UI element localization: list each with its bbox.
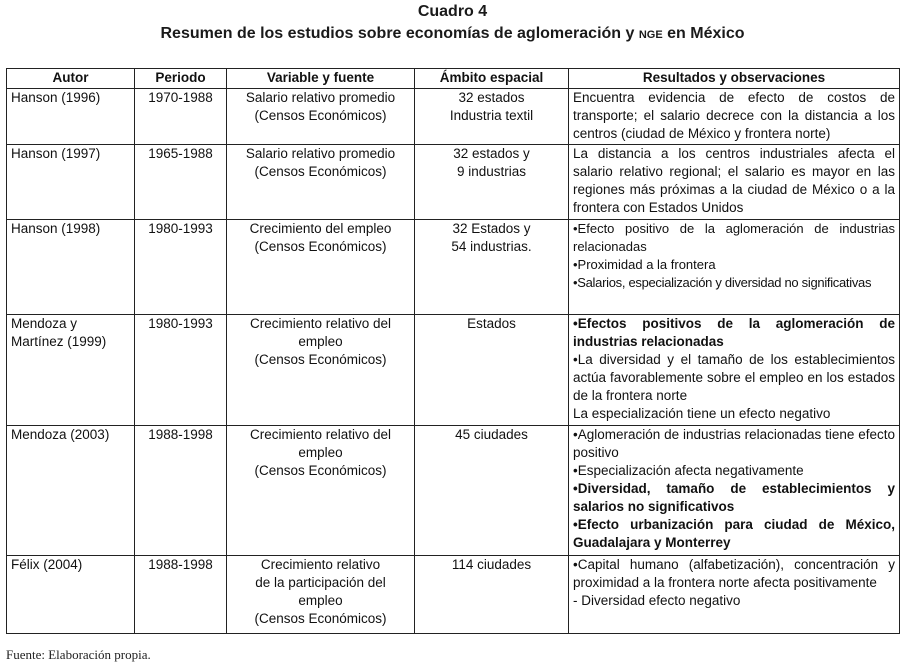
title-acronym: NGE bbox=[638, 29, 663, 41]
table-header-row bbox=[7, 69, 900, 89]
result-item: •La diversidad y el tamaño de los establecimientos actúa favorablemente sobre el empleo en los estados de la frontera norte bbox=[573, 352, 895, 403]
cell-scope bbox=[415, 89, 569, 145]
variable-line: empleo bbox=[298, 334, 343, 349]
title-text-before: Resumen de los estudios sobre economías de aglomeración y bbox=[160, 25, 639, 42]
variable-line: Crecimiento relativo del bbox=[249, 427, 392, 442]
header-results: Resultados y observaciones bbox=[569, 69, 900, 89]
result-item: •Aglomeración de industrias relacionadas tiene efecto positivo bbox=[573, 427, 895, 460]
author-line: Martínez (1999) bbox=[11, 334, 107, 349]
variable-line: Crecimiento del empleo bbox=[249, 221, 392, 236]
scope-line: 54 industrias. bbox=[451, 239, 532, 254]
cell-variable bbox=[227, 315, 415, 426]
cell-author bbox=[7, 220, 135, 315]
scope-line: Industria textil bbox=[449, 108, 534, 123]
variable-line: empleo bbox=[298, 593, 343, 608]
scope-line: 114 ciudades bbox=[451, 557, 532, 572]
table-row bbox=[7, 315, 900, 426]
table-row bbox=[7, 426, 900, 556]
result-item: •Efectos positivos de la aglomeración de industrias relacionadas bbox=[573, 316, 895, 349]
cell-author bbox=[7, 89, 135, 145]
cell-results bbox=[569, 89, 900, 145]
cell-results bbox=[569, 426, 900, 556]
table-title bbox=[0, 25, 905, 43]
studies-table bbox=[6, 68, 900, 634]
result-item: - Diversidad efecto negativo bbox=[573, 593, 741, 608]
cell-variable bbox=[227, 145, 415, 220]
scope-line: 32 estados y bbox=[453, 146, 530, 161]
cell-period: 1980-1993 bbox=[135, 315, 227, 426]
cell-scope bbox=[415, 220, 569, 315]
variable-line: (Censos Económicos) bbox=[254, 463, 387, 478]
cell-period: 1988-1998 bbox=[135, 556, 227, 634]
variable-line: Salario relativo promedio bbox=[245, 146, 396, 161]
cell-variable bbox=[227, 89, 415, 145]
cell-scope bbox=[415, 145, 569, 220]
cell-period: 1988-1998 bbox=[135, 426, 227, 556]
author-line: Hanson (1997) bbox=[11, 146, 101, 161]
variable-line: (Censos Económicos) bbox=[254, 164, 387, 179]
variable-line: empleo bbox=[298, 445, 343, 460]
cell-scope bbox=[415, 426, 569, 556]
table-row bbox=[7, 145, 900, 220]
result-item: Encuentra evidencia de efecto de costos de transporte; el salario decrece con la distancia a los centros (ciudad de México y frontera norte) bbox=[573, 90, 895, 141]
author-line: Mendoza y bbox=[11, 316, 78, 331]
cell-period: 1980-1993 bbox=[135, 220, 227, 315]
cell-variable bbox=[227, 426, 415, 556]
result-item: •Proximidad a la frontera bbox=[573, 257, 716, 272]
cell-author bbox=[7, 315, 135, 426]
cell-scope bbox=[415, 556, 569, 634]
variable-line: Crecimiento relativo del bbox=[249, 316, 392, 331]
result-item: •Efecto urbanización para ciudad de México, Guadalajara y Monterrey bbox=[573, 517, 895, 550]
variable-line: de la participación del bbox=[255, 575, 386, 590]
result-item: •Capital humano (alfabetización), concentración y proximidad a la frontera norte afecta positivamente bbox=[573, 557, 895, 590]
header-scope: Ámbito espacial bbox=[415, 69, 569, 89]
cell-results bbox=[569, 220, 900, 315]
cell-scope bbox=[415, 315, 569, 426]
scope-line: 9 industrias bbox=[456, 164, 527, 179]
variable-line: (Censos Económicos) bbox=[254, 108, 387, 123]
source-note: Fuente: Elaboración propia. bbox=[6, 647, 151, 662]
variable-line: (Censos Económicos) bbox=[254, 239, 387, 254]
author-line: Hanson (1998) bbox=[11, 221, 101, 236]
scope-line: 32 estados bbox=[458, 90, 525, 105]
table-row bbox=[7, 556, 900, 634]
result-item: •Salarios, especialización y diversidad no significativas bbox=[573, 275, 872, 290]
variable-line: (Censos Económicos) bbox=[254, 611, 387, 626]
cell-results bbox=[569, 315, 900, 426]
result-item: •Diversidad, tamaño de establecimientos y salarios no significativos bbox=[573, 481, 895, 514]
author-line: Hanson (1996) bbox=[11, 90, 101, 105]
cell-variable bbox=[227, 220, 415, 315]
result-item: La especialización tiene un efecto negativo bbox=[573, 406, 831, 421]
cell-author bbox=[7, 556, 135, 634]
title-text-after: en México bbox=[662, 25, 745, 42]
cell-author bbox=[7, 145, 135, 220]
variable-line: Salario relativo promedio bbox=[245, 90, 396, 105]
cell-variable bbox=[227, 556, 415, 634]
header-author: Autor bbox=[7, 69, 135, 89]
cell-results bbox=[569, 556, 900, 634]
table-row bbox=[7, 220, 900, 315]
author-line: Mendoza (2003) bbox=[11, 427, 110, 442]
variable-line: Crecimiento relativo bbox=[260, 557, 381, 572]
cell-author bbox=[7, 426, 135, 556]
scope-line: 32 Estados y bbox=[452, 221, 531, 236]
result-item: La distancia a los centros industriales afecta el salario relativo regional; el salario es mayor en las regiones más próximas a la ciudad de México o a la frontera con Estados Unidos bbox=[573, 146, 895, 215]
header-period: Periodo bbox=[135, 69, 227, 89]
author-line: Félix (2004) bbox=[11, 557, 83, 572]
table-number: Cuadro 4 bbox=[417, 3, 488, 20]
scope-line: Estados bbox=[467, 316, 516, 331]
header-variable: Variable y fuente bbox=[227, 69, 415, 89]
cell-period: 1970-1988 bbox=[135, 89, 227, 145]
cell-results bbox=[569, 145, 900, 220]
result-item: •Especialización afecta negativamente bbox=[573, 463, 804, 478]
table-row bbox=[7, 89, 900, 145]
result-item: •Efecto positivo de la aglomeración de industrias relacionadas bbox=[573, 221, 895, 254]
variable-line: (Censos Económicos) bbox=[254, 352, 387, 367]
scope-line: 45 ciudades bbox=[455, 427, 528, 442]
cell-period: 1965-1988 bbox=[135, 145, 227, 220]
